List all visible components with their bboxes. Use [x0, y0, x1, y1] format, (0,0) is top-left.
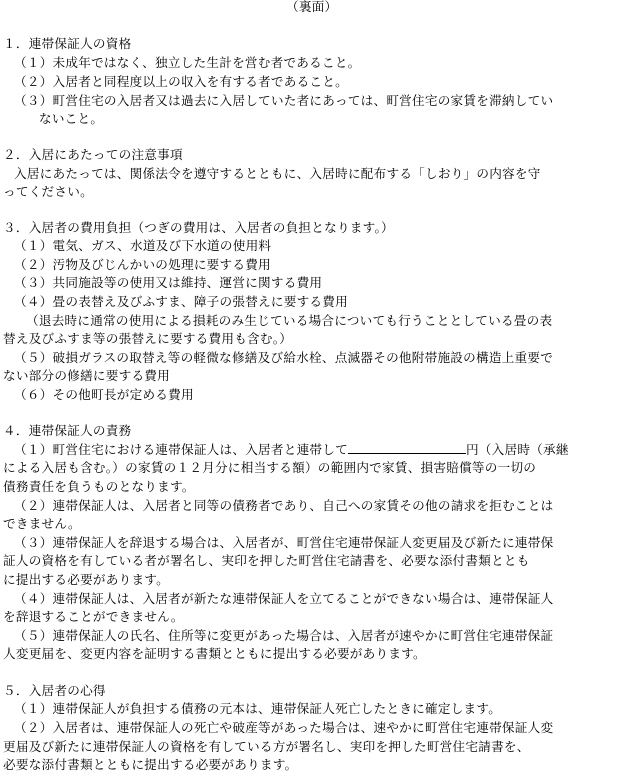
section-4-item-3-line-3: に提出する必要があります。 [3, 572, 169, 587]
section-4-item-1-text-before: （１）町営住宅における連帯保証人は、入居者と連帯して [14, 442, 348, 457]
section-1-item-3-line-2: ないこと。 [39, 111, 104, 126]
section-3-heading: ３．入居者の費用負担（つぎの費用は、入居者の負担となります。） [3, 220, 394, 235]
section-4-item-1-line-1 [14, 440, 569, 459]
section-3-item-4-note-line-1: （退去時に通常の使用による損耗のみ生じている場合についても行うこととしている畳の表 [26, 313, 553, 328]
amount-blank-field[interactable] [348, 441, 466, 454]
section-2-para-line-1: 入居にあたっては、関係法令を遵守するとともに、入居時に配布する「しおり」の内容を守 [14, 166, 541, 181]
section-3-item-4: （４）畳の表替え及びふすま、障子の張替えに要する費用 [14, 294, 348, 309]
section-4-item-5-line-2: 人変更届を、変更内容を証明する書類とともに提出する必要があります。 [3, 646, 426, 661]
section-4-item-1-line-3: 債務責任を負うものとなります。 [3, 479, 195, 494]
section-3-item-6: （６）その他町長が定める費用 [14, 387, 194, 402]
section-4-item-2-line-2: できません。 [3, 516, 81, 531]
section-5-item-2-line-2: 更届及び新たに連帯保証人の資格を有している方が署名し、実印を押した町営住宅請書を、 [3, 739, 530, 754]
section-2-heading: ２．入居にあたっての注意事項 [3, 147, 183, 162]
section-5-item-2-line-1: （２）入居者は、連帯保証人の死亡や破産等があった場合は、速やかに町営住宅連帯保証人変 [14, 720, 554, 735]
section-3-item-1: （１）電気、ガス、水道及び下水道の使用料 [14, 238, 272, 253]
page-header: （裏面） [286, 0, 338, 14]
section-4-item-3-line-2: 証人の資格を有している者が署名し、実印を押した町営住宅請書を、必要な添付書類ととも [3, 553, 530, 568]
section-4-item-3-line-1: （３）連帯保証人を辞退する場合は、入居者が、町営住宅連帯保証人変更届及び新たに連帯保 [14, 535, 554, 550]
section-4-item-1-text-after: 円（入居時（承継 [465, 442, 569, 457]
section-3-item-3: （３）共同施設等の使用又は維持、運営に関する費用 [14, 275, 323, 290]
section-3-item-4-note-line-2: 替え及びふすま等の張替えに要する費用も含む。） [3, 331, 293, 346]
section-4-item-4-line-1: （４）連帯保証人は、入居者が新たな連帯保証人を立てることができない場合は、連帯保証人 [14, 591, 554, 606]
section-3-item-2: （２）汚物及びじんかいの処理に要する費用 [14, 257, 271, 272]
section-5-heading: ５．入居者の心得 [3, 683, 106, 698]
section-3-item-5-line-2: ない部分の修繕に要する費用 [3, 368, 170, 383]
section-1-item-1: （１）未成年ではなく、独立した生計を営む者であること。 [14, 55, 361, 70]
section-1-item-2: （２）入居者と同程度以上の収入を有する者であること。 [14, 74, 348, 89]
section-3-item-5-line-1: （５）破損ガラスの取替え等の軽微な修繕及び給水栓、点滅器その他附帯施設の構造上重要で [14, 350, 554, 365]
section-4-item-2-line-1: （２）連帯保証人は、入居者と同等の債務者であり、自己への家賃その他の請求を拒むことは [14, 498, 554, 513]
section-5-item-2-line-3: 必要な添付書類とともに提出する必要があります。 [3, 757, 298, 772]
section-2-para-line-2: ってください。 [3, 184, 93, 199]
section-1-heading: １．連帯保証人の資格 [3, 36, 132, 51]
section-4-item-5-line-1: （５）連帯保証人の氏名、住所等に変更があった場合は、入居者が速やかに町営住宅連帯保証 [14, 628, 554, 643]
section-5-item-1: （１）連帯保証人が負担する債務の元本は、連帯保証人死亡したときに確定します。 [14, 701, 502, 716]
section-4-item-4-line-2: を辞退することができません。 [3, 609, 184, 624]
section-1-item-3-line-1: （３）町営住宅の入居者又は過去に入居していた者にあっては、町営住宅の家賃を滞納してい [14, 93, 554, 108]
section-4-heading: ４．連帯保証人の責務 [3, 423, 132, 438]
section-4-item-1-line-2: による入居も含む。）の家賃の１２月分に相当する額）の範囲内で家賃、損害賠償等の一切の [3, 460, 537, 475]
